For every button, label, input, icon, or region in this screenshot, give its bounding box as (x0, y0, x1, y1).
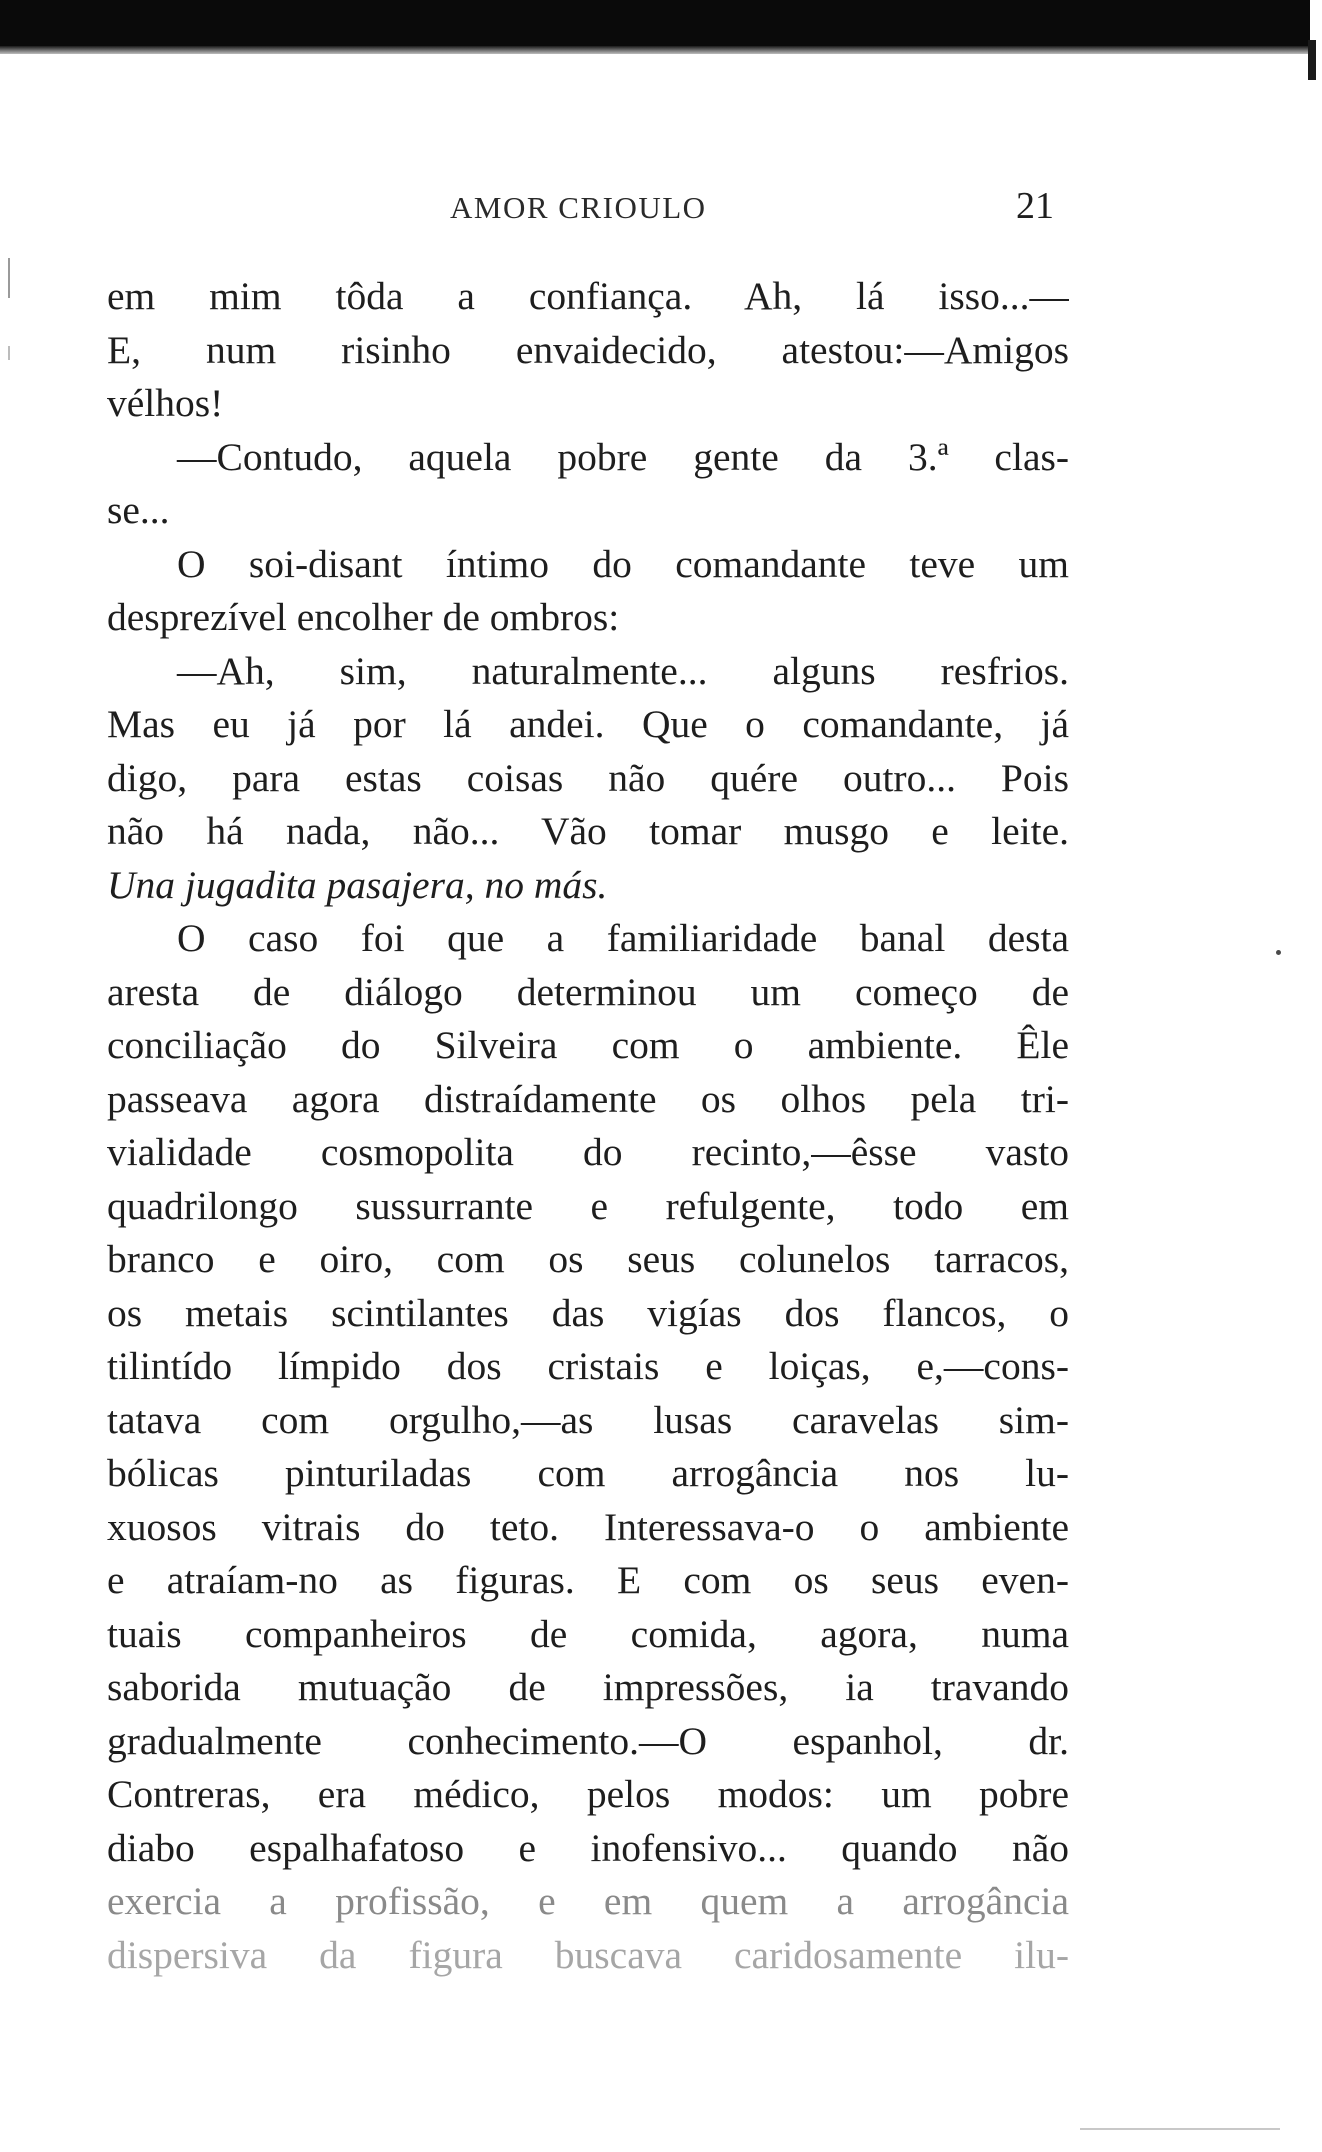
text-line: dispersiva da figura buscava caridosamente ilu- (107, 1932, 1069, 1977)
text-line: —Contudo, aquela pobre gente da 3.ª clas- (177, 434, 1069, 479)
text-line: os metais scintilantes das vigías dos flancos, o (107, 1290, 1069, 1335)
text-line: se... (107, 488, 170, 532)
text-line: O soi-disant íntimo do comandante teve um (177, 541, 1069, 586)
scan-top-border (0, 0, 1310, 46)
text-line: não há nada, não... Vão tomar musgo e leite. (107, 809, 1069, 853)
text-line: saborida mutuação de impressões, ia travando (107, 1665, 1069, 1709)
text-line: desprezível encolher de ombros: (107, 595, 620, 639)
text-line: vélhos! (107, 381, 224, 425)
scan-margin-mark (8, 346, 10, 360)
text-line: digo, para estas coisas não quére outro... Pois (107, 755, 1069, 800)
text-line: Contreras, era médico, pelos modos: um pobre (107, 1772, 1069, 1816)
text-line: aresta de diálogo determinou um começo de (107, 969, 1069, 1014)
text-line: branco e oiro, com os seus colunelos tarracos, (107, 1237, 1069, 1281)
text-line: tuais companheiros de comida, agora, numa (107, 1611, 1069, 1656)
body-text (107, 270, 1069, 1982)
text-line: em mim tôda a confiança. Ah, lá isso...— (107, 274, 1069, 318)
text-line: e atraíam-no as figuras. E com os seus even- (107, 1558, 1069, 1602)
text-line: exercia a profissão, e em quem a arrogância (107, 1879, 1069, 1923)
text-line: vialidade cosmopolita do recinto,—êsse vasto (107, 1130, 1069, 1174)
scan-top-border-shadow (0, 46, 1310, 54)
text-line: quadrilongo sussurrante e refulgente, todo em (107, 1183, 1069, 1228)
text-line: Mas eu já por lá andei. Que o comandante, já (107, 702, 1069, 746)
text-line: diabo espalhafatoso e inofensivo... quando não (107, 1825, 1069, 1870)
scan-margin-mark (8, 258, 10, 298)
text-line: bólicas pinturiladas com arrogância nos lu- (107, 1451, 1069, 1495)
running-title: AMOR CRIOULO (450, 190, 707, 225)
scan-corner-mark (1308, 40, 1316, 80)
text-line: O caso foi que a familiaridade banal desta (177, 916, 1069, 960)
text-line: Una jugadita pasajera, no más. (107, 862, 608, 907)
scan-speck (1276, 950, 1281, 955)
text-line: conciliação do Silveira com o ambiente. Êle (107, 1023, 1069, 1067)
text-line: —Ah, sim, naturalmente... alguns resfrios. (177, 648, 1069, 693)
scan-bottom-mark (1080, 2128, 1280, 2130)
text-line: passeava agora distraídamente os olhos pela tri- (107, 1076, 1069, 1121)
page-number: 21 (1016, 185, 1054, 227)
text-line: E, num risinho envaidecido, atestou:—Amigos (107, 327, 1069, 372)
text-line: tatava com orgulho,—as lusas caravelas sim- (107, 1397, 1069, 1442)
running-head (0, 185, 1322, 230)
text-line: gradualmente conhecimento.—O espanhol, dr. (107, 1718, 1069, 1763)
text-line: xuosos vitrais do teto. Interessava-o o ambiente (107, 1504, 1069, 1549)
text-line: tilintído límpido dos cristais e loiças, e,—cons- (107, 1344, 1069, 1388)
